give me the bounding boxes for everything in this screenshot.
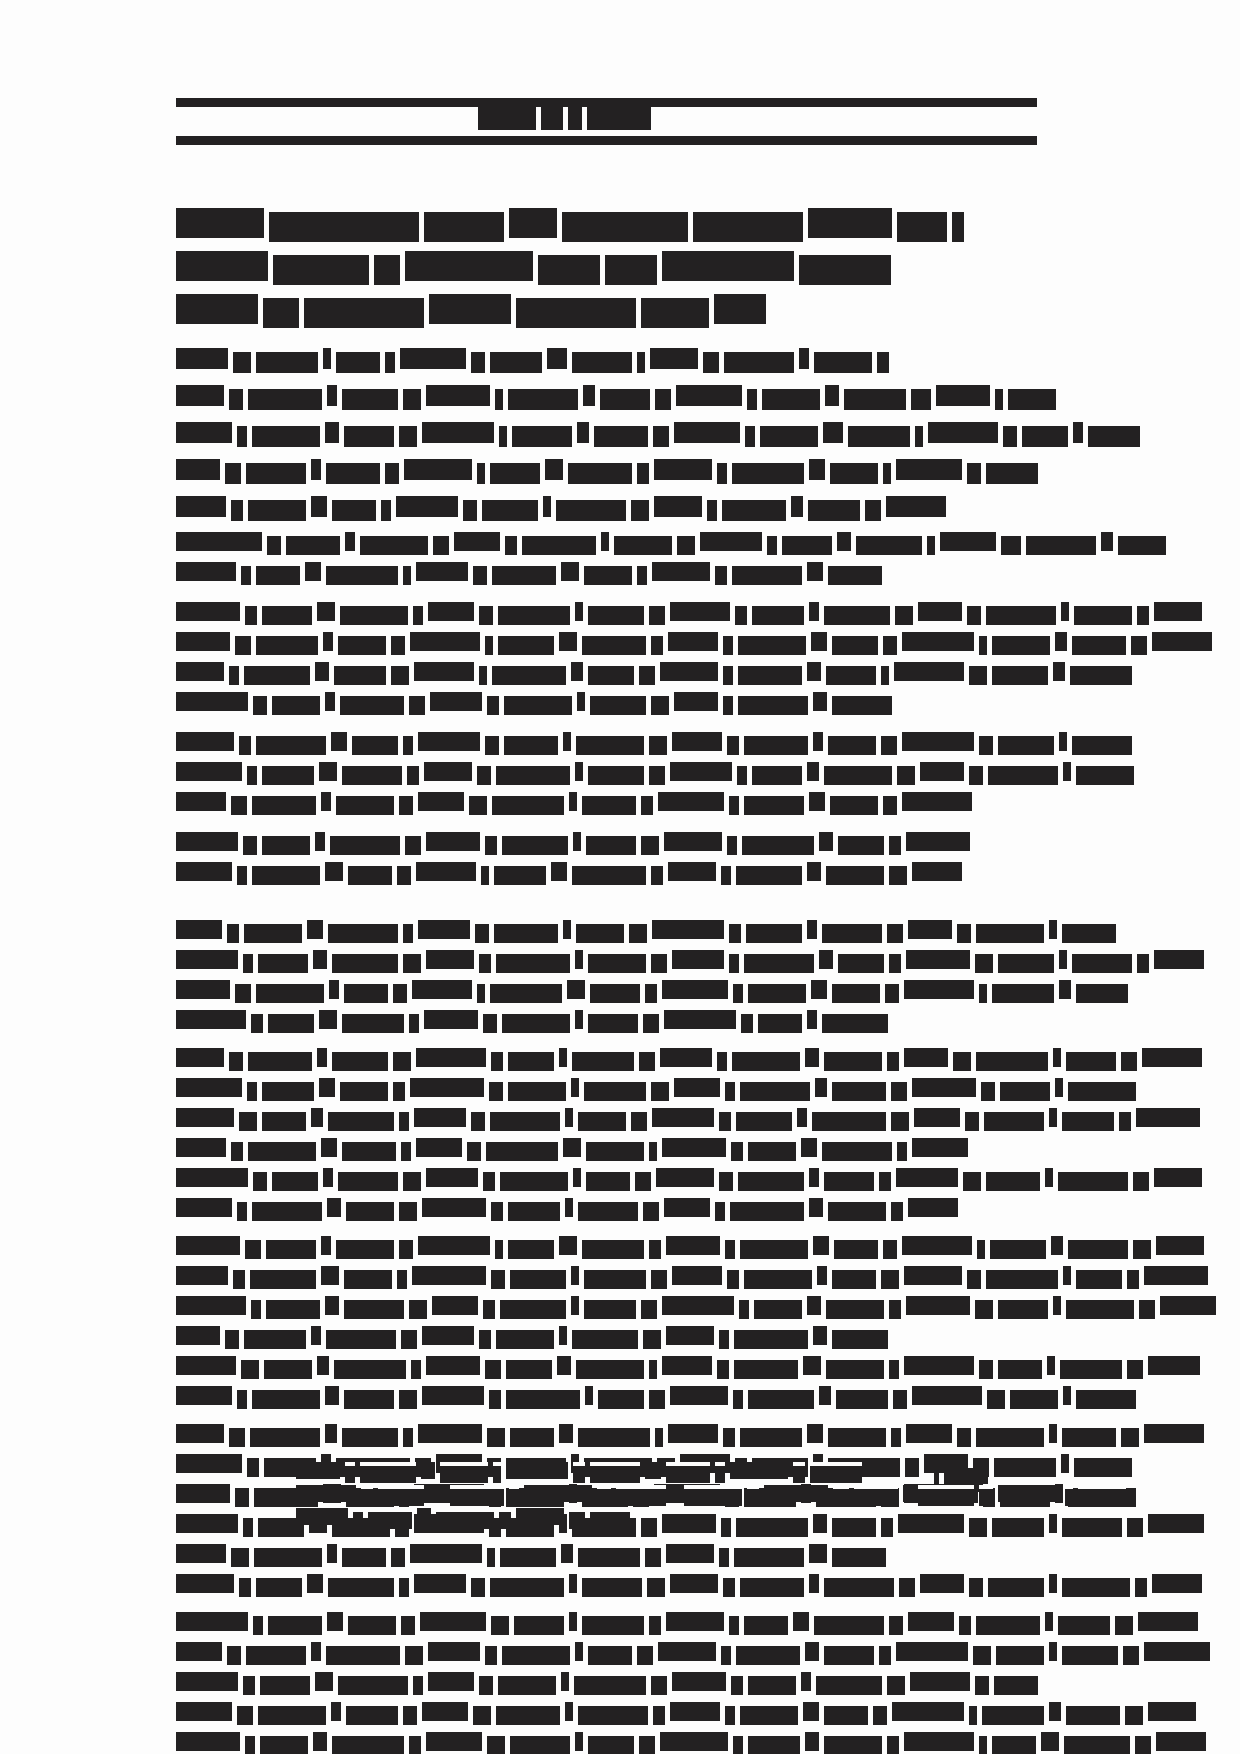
abstract-line (176, 662, 1132, 681)
body-line (176, 1168, 1202, 1187)
body-line (176, 1236, 1204, 1255)
body-line (176, 980, 1128, 999)
body-line (176, 1612, 1198, 1631)
author-line (176, 496, 946, 517)
body-line (176, 950, 1204, 969)
body-line (176, 1138, 968, 1157)
abstract-line (176, 792, 972, 811)
article-title-line (176, 294, 766, 324)
body-line (176, 1642, 1210, 1661)
abstract-label-methods (176, 602, 1202, 621)
abstract-line (176, 862, 962, 881)
abstract-label-conclusions (176, 832, 970, 851)
abstract-label-background (176, 532, 1166, 551)
body-line (176, 920, 1116, 939)
abstract-line (176, 692, 892, 711)
author-line (176, 422, 1140, 443)
body-line (176, 1266, 1208, 1285)
abstract-line (176, 562, 882, 581)
body-line (176, 1296, 1216, 1315)
body-line (176, 1198, 958, 1217)
author-line (176, 348, 889, 369)
footer-line (296, 1485, 1126, 1502)
body-line (176, 1356, 1200, 1375)
body-line (176, 1078, 1136, 1097)
body-line (176, 1732, 1206, 1751)
body-line (176, 1048, 1202, 1067)
footer-line (296, 1462, 862, 1479)
body-line (176, 1544, 886, 1563)
header-rule-bottom (176, 136, 1037, 145)
abstract-line (176, 632, 1212, 651)
article-title-line (176, 251, 891, 281)
abstract-line (176, 762, 1134, 781)
body-line (176, 1386, 1136, 1405)
body-line (176, 1702, 1196, 1721)
running-head (478, 104, 651, 130)
body-line (176, 1574, 1202, 1593)
author-line (176, 459, 1038, 480)
body-line (176, 1010, 888, 1029)
body-line (176, 1672, 1038, 1691)
body-line (176, 1108, 1200, 1127)
article-title-line (176, 208, 964, 238)
abstract-label-results (176, 732, 1132, 751)
body-line (176, 1424, 1204, 1443)
footer-line (296, 1508, 630, 1525)
body-line (176, 1326, 888, 1345)
author-line (176, 385, 1056, 406)
